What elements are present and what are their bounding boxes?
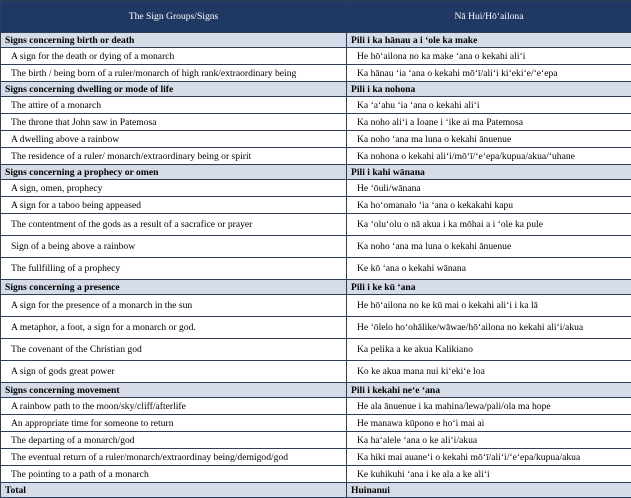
table-body bbox=[1, 33, 631, 483]
sign-hawaiian: Ke kuhikuhi ʻana i ke ala a ke aliʻi bbox=[347, 466, 631, 483]
header-row bbox=[1, 1, 631, 33]
group-row bbox=[1, 82, 631, 97]
sign-english: The contentment of the gods as a result of a sacrafice or prayer bbox=[1, 214, 347, 236]
sign-english: A sign, omen, prophecy bbox=[1, 180, 347, 197]
sign-hawaiian: Ka ʻaʻahu ʻia ʻana o kekahi aliʻi bbox=[347, 97, 631, 114]
sign-row bbox=[1, 415, 631, 432]
sign-english: A sign for the death or dying of a monarch bbox=[1, 48, 347, 65]
sign-row bbox=[1, 339, 631, 361]
group-hawaiian: Pili i ka hānau a i ʻole ka make bbox=[347, 33, 631, 48]
sign-english: The residence of a ruler/ monarch/extraordinary being or spirit bbox=[1, 148, 347, 165]
sign-hawaiian: Ka noho ʻana ma luna o kekahi ānuenue bbox=[347, 236, 631, 258]
group-english: Signs concerning a prophecy or omen bbox=[1, 165, 347, 180]
sign-hawaiian: Ka noho aliʻi a Ioane i ʻike ai ma Patemosa bbox=[347, 114, 631, 131]
group-row bbox=[1, 165, 631, 180]
sign-hawaiian: Ko ke akua mana nui kiʻekiʻe loa bbox=[347, 361, 631, 383]
sign-english: The eventual return of a ruler/monarch/extraordinay being/demigod/god bbox=[1, 449, 347, 466]
sign-english: A sign for a taboo being appeased bbox=[1, 197, 347, 214]
sign-row bbox=[1, 466, 631, 483]
sign-hawaiian: Ka haʻalele ʻana o ke aliʻi/akua bbox=[347, 432, 631, 449]
sign-english: The covenant of the Christian god bbox=[1, 339, 347, 361]
sign-hawaiian: Ka noho ʻana ma luna o kekahi ānuenue bbox=[347, 131, 631, 148]
sign-hawaiian: He hōʻailona no ka make ʻana o kekahi aliʻi bbox=[347, 48, 631, 65]
group-hawaiian: Pili i ka nohona bbox=[347, 82, 631, 97]
sign-english: The birth / being born of a ruler/monarch of high rank/extraordinary being bbox=[1, 65, 347, 82]
total-row bbox=[1, 483, 631, 498]
sign-hawaiian: Ka hiki mai auaneʻi o kekahi mōʻī/aliʻi/ʻeʻepa/kupua/akua bbox=[347, 449, 631, 466]
group-row bbox=[1, 33, 631, 48]
group-hawaiian: Pili i ke kū ʻana bbox=[347, 280, 631, 295]
header-english: The Sign Groups/Signs bbox=[1, 1, 347, 33]
sign-row bbox=[1, 214, 631, 236]
header-hawaiian: Nā Hui/Hōʻailona bbox=[347, 1, 631, 33]
group-hawaiian: Pili i kahi wānana bbox=[347, 165, 631, 180]
sign-english: A rainbow path to the moon/sky/cliff/afterlife bbox=[1, 398, 347, 415]
sign-row bbox=[1, 48, 631, 65]
sign-hawaiian: Ka hoʻomanalo ʻia ʻana o kekakahi kapu bbox=[347, 197, 631, 214]
sign-english: The throne that John saw in Patemosa bbox=[1, 114, 347, 131]
sign-english: The attire of a monarch bbox=[1, 97, 347, 114]
sign-english: An appropriate time for someone to return bbox=[1, 415, 347, 432]
sign-english: A sign for the presence of a monarch in the sun bbox=[1, 295, 347, 317]
sign-hawaiian: Ka pelika a ke akua Kalikiano bbox=[347, 339, 631, 361]
sign-row bbox=[1, 317, 631, 339]
sign-row bbox=[1, 131, 631, 148]
group-english: Signs concerning dwelling or mode of life bbox=[1, 82, 347, 97]
sign-row bbox=[1, 449, 631, 466]
total-hawaiian: Huinanui bbox=[347, 483, 631, 498]
sign-english: A dwelling above a rainbow bbox=[1, 131, 347, 148]
total-english: Total bbox=[1, 483, 347, 498]
sign-english: A sign of gods great power bbox=[1, 361, 347, 383]
sign-hawaiian: Ka hānau ʻia ʻana o kekahi mōʻī/aliʻi kiʻekiʻe/ʻeʻepa bbox=[347, 65, 631, 82]
sign-row bbox=[1, 295, 631, 317]
sign-english: The departing of a monarch/god bbox=[1, 432, 347, 449]
sign-row bbox=[1, 148, 631, 165]
sign-row bbox=[1, 65, 631, 82]
group-english: Signs concerning birth or death bbox=[1, 33, 347, 48]
sign-row bbox=[1, 114, 631, 131]
group-english: Signs concerning movement bbox=[1, 383, 347, 398]
sign-row bbox=[1, 432, 631, 449]
group-row bbox=[1, 383, 631, 398]
sign-hawaiian: He ʻōlelo hoʻohālike/wāwae/hōʻailona no kekahi aliʻi/akua bbox=[347, 317, 631, 339]
sign-hawaiian: He ʻōuli/wānana bbox=[347, 180, 631, 197]
sign-hawaiian: He manawa kūpono e hoʻi mai ai bbox=[347, 415, 631, 432]
sign-english: The fullfilling of a prophecy bbox=[1, 258, 347, 280]
sign-row bbox=[1, 197, 631, 214]
sign-hawaiian: Ke kō ʻana o kekahi wānana bbox=[347, 258, 631, 280]
sign-row bbox=[1, 236, 631, 258]
sign-hawaiian: He hōʻailona no ke kū mai o kekahi aliʻi i ka lā bbox=[347, 295, 631, 317]
group-row bbox=[1, 280, 631, 295]
sign-english: A metaphor, a foot, a sign for a monarch or god. bbox=[1, 317, 347, 339]
sign-row bbox=[1, 180, 631, 197]
sign-row bbox=[1, 398, 631, 415]
group-english: Signs concerning a presence bbox=[1, 280, 347, 295]
sign-row bbox=[1, 361, 631, 383]
sign-row bbox=[1, 258, 631, 280]
group-hawaiian: Pili i kekahi neʻe ʻana bbox=[347, 383, 631, 398]
sign-row bbox=[1, 97, 631, 114]
sign-hawaiian: Ka ʻoluʻolu o nā akua i ka mōhai a i ʻole ka pule bbox=[347, 214, 631, 236]
sign-hawaiian: He ala ānuenue i ka mahina/lewa/pali/ola ma hope bbox=[347, 398, 631, 415]
sign-english: Sign of a being above a rainbow bbox=[1, 236, 347, 258]
sign-english: The pointing to a path of a monarch bbox=[1, 466, 347, 483]
sign-hawaiian: Ka nohona o kekahi aliʻi/mōʻī/ʻeʻepa/kupua/akua/ʻuhane bbox=[347, 148, 631, 165]
